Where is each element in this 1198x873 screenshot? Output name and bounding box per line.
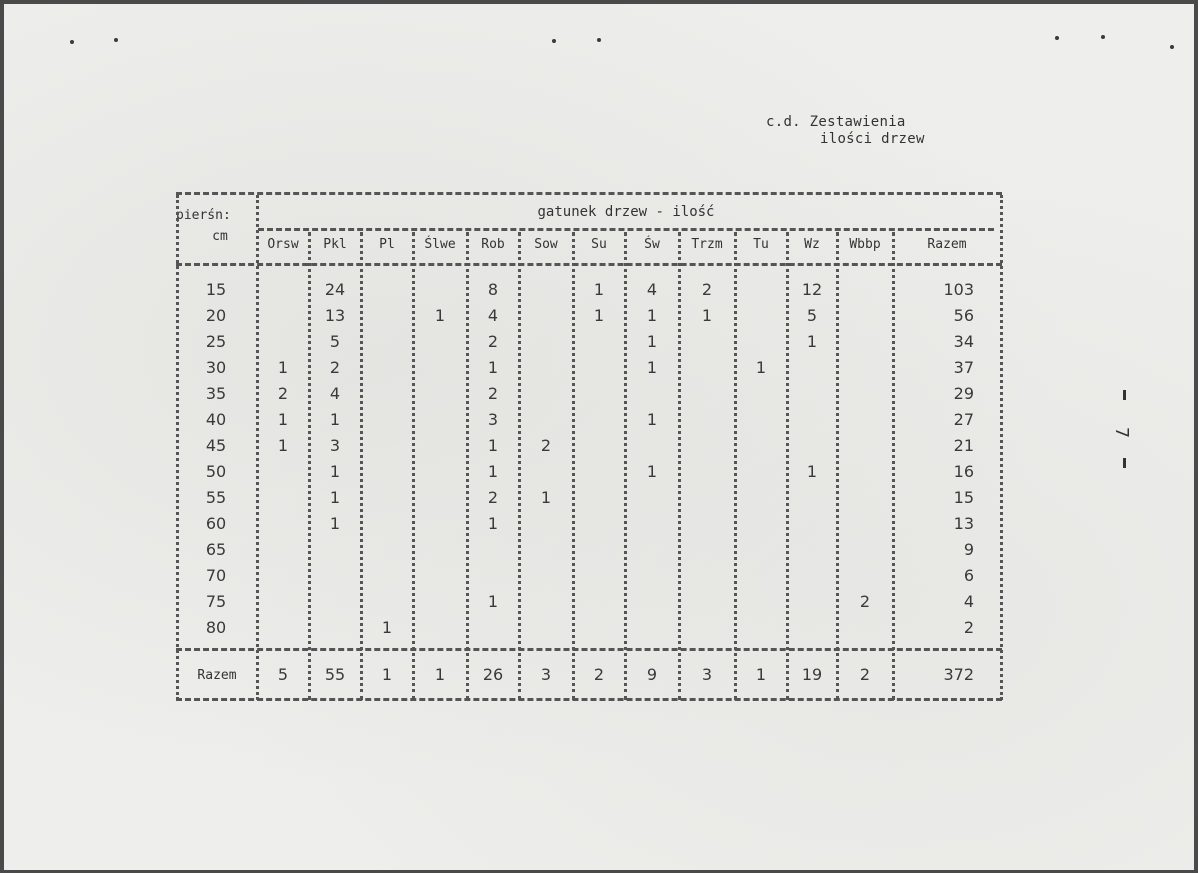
table-cell: 1 <box>277 436 289 455</box>
table-top-rule <box>176 192 1002 195</box>
column-separator <box>360 232 363 700</box>
row-label: 55 <box>205 488 227 507</box>
column-header: Tu <box>753 237 769 252</box>
total-cell: 26 <box>482 665 504 684</box>
table-cell: 6 <box>963 566 974 585</box>
column-header: Orsw <box>267 237 299 252</box>
row-label: 30 <box>205 358 227 377</box>
column-header: Su <box>591 237 607 252</box>
row-label: 65 <box>205 540 227 559</box>
column-header: Razem <box>927 237 967 252</box>
table-cell: 37 <box>953 358 974 377</box>
table-cell: 2 <box>963 618 974 637</box>
column-separator <box>256 195 259 700</box>
table-cell: 1 <box>381 618 393 637</box>
table-cell: 1 <box>540 488 552 507</box>
table-cell: 1 <box>487 592 499 611</box>
row-label: 25 <box>205 332 227 351</box>
row-label: 60 <box>205 514 227 533</box>
row-label: 20 <box>205 306 227 325</box>
table-cell: 1 <box>646 410 658 429</box>
group-header: gatunek drzew - ilość <box>537 204 715 220</box>
row-label: 40 <box>205 410 227 429</box>
table-cell: 1 <box>329 488 341 507</box>
total-cell: 19 <box>801 665 823 684</box>
table-cell: 2 <box>859 592 871 611</box>
table-cell: 13 <box>324 306 346 325</box>
table-cell: 13 <box>953 514 974 533</box>
table-cell: 1 <box>487 436 499 455</box>
table-cell: 3 <box>487 410 499 429</box>
row-label: 75 <box>205 592 227 611</box>
table-cell: 1 <box>487 358 499 377</box>
column-separator <box>892 232 895 700</box>
caption-line-1: c.d. Zestawienia <box>766 114 906 130</box>
column-separator <box>624 232 627 700</box>
column-separator <box>466 232 469 700</box>
page-number: 7 <box>1110 427 1132 438</box>
table-cell: 2 <box>487 488 499 507</box>
table-cell: 2 <box>329 358 341 377</box>
row-label: 45 <box>205 436 227 455</box>
table-cell: 1 <box>329 514 341 533</box>
column-separator <box>1000 195 1003 700</box>
table-cell: 16 <box>953 462 974 481</box>
table-cell: 1 <box>277 410 289 429</box>
total-cell: 55 <box>324 665 346 684</box>
total-cell: 1 <box>755 665 767 684</box>
table-cell: 1 <box>487 514 499 533</box>
column-separator <box>308 232 311 700</box>
table-cell: 34 <box>953 332 974 351</box>
table-cell: 1 <box>646 358 658 377</box>
column-separator <box>734 232 737 700</box>
table-cell: 1 <box>329 462 341 481</box>
table-cell: 4 <box>329 384 341 403</box>
table-cell: 4 <box>487 306 499 325</box>
column-header: Wz <box>804 237 820 252</box>
table-cell: 21 <box>953 436 974 455</box>
table-cell: 15 <box>953 488 974 507</box>
column-header: Pkl <box>323 237 347 252</box>
table-cell: 1 <box>755 358 767 377</box>
table-cell: 1 <box>646 306 658 325</box>
table-bottom-rule <box>176 698 1002 701</box>
table-cell: 103 <box>943 280 974 299</box>
table-cell: 1 <box>434 306 446 325</box>
table-cell: 2 <box>540 436 552 455</box>
total-cell: 9 <box>646 665 658 684</box>
column-header: Rob <box>481 237 505 252</box>
column-header: Św <box>644 237 660 252</box>
table-cell: 2 <box>487 332 499 351</box>
table-cell: 1 <box>806 462 818 481</box>
table-cell: 1 <box>646 462 658 481</box>
table-cell: 29 <box>953 384 974 403</box>
table-cell: 5 <box>329 332 341 351</box>
total-cell: 372 <box>943 665 974 684</box>
row-label: 50 <box>205 462 227 481</box>
total-row-label: Razem <box>197 668 237 683</box>
row-label: 15 <box>205 280 227 299</box>
table-cell: 1 <box>593 280 605 299</box>
row-label: 70 <box>205 566 227 585</box>
table-cell: 24 <box>324 280 346 299</box>
totals-top-rule <box>176 648 1002 651</box>
table-cell: 1 <box>806 332 818 351</box>
column-header: Ślwe <box>424 237 456 252</box>
column-header: Pl <box>379 237 395 252</box>
column-header: Sow <box>534 237 558 252</box>
column-separator <box>678 232 681 700</box>
table-cell: 3 <box>329 436 341 455</box>
table-cell: 9 <box>963 540 974 559</box>
table-cell: 1 <box>277 358 289 377</box>
column-separator <box>836 232 839 700</box>
row-label: 35 <box>205 384 227 403</box>
total-cell: 2 <box>859 665 871 684</box>
column-separator <box>176 195 179 700</box>
table-cell: 2 <box>701 280 713 299</box>
header-bottom-rule <box>176 263 1002 266</box>
group-header-rule <box>258 228 994 231</box>
column-separator <box>412 232 415 700</box>
header-row-label <box>176 207 260 225</box>
total-cell: 1 <box>381 665 393 684</box>
total-cell: 1 <box>434 665 446 684</box>
table-cell: 1 <box>646 332 658 351</box>
table-cell: 2 <box>277 384 289 403</box>
table-cell: 1 <box>701 306 713 325</box>
table-cell: 8 <box>487 280 499 299</box>
table-cell: 1 <box>329 410 341 429</box>
table-cell: 12 <box>801 280 823 299</box>
table-cell: 5 <box>806 306 818 325</box>
table-cell: 1 <box>487 462 499 481</box>
total-cell: 5 <box>277 665 289 684</box>
table-cell: 56 <box>953 306 974 325</box>
column-header: Trzm <box>691 237 723 252</box>
column-separator <box>518 232 521 700</box>
column-separator <box>572 232 575 700</box>
total-cell: 3 <box>540 665 552 684</box>
header-row-label-line1: pierśn: <box>176 208 231 223</box>
table-cell: 4 <box>963 592 974 611</box>
table-cell: 27 <box>953 410 974 429</box>
table-cell: 2 <box>487 384 499 403</box>
column-separator <box>786 232 789 700</box>
caption-line-2: ilości drzew <box>820 131 925 147</box>
total-cell: 3 <box>701 665 713 684</box>
table-cell: 1 <box>593 306 605 325</box>
header-row-label-unit: cm <box>212 229 228 244</box>
column-header: Wbbp <box>849 237 881 252</box>
row-label: 80 <box>205 618 227 637</box>
total-cell: 2 <box>593 665 605 684</box>
table-cell: 4 <box>646 280 658 299</box>
